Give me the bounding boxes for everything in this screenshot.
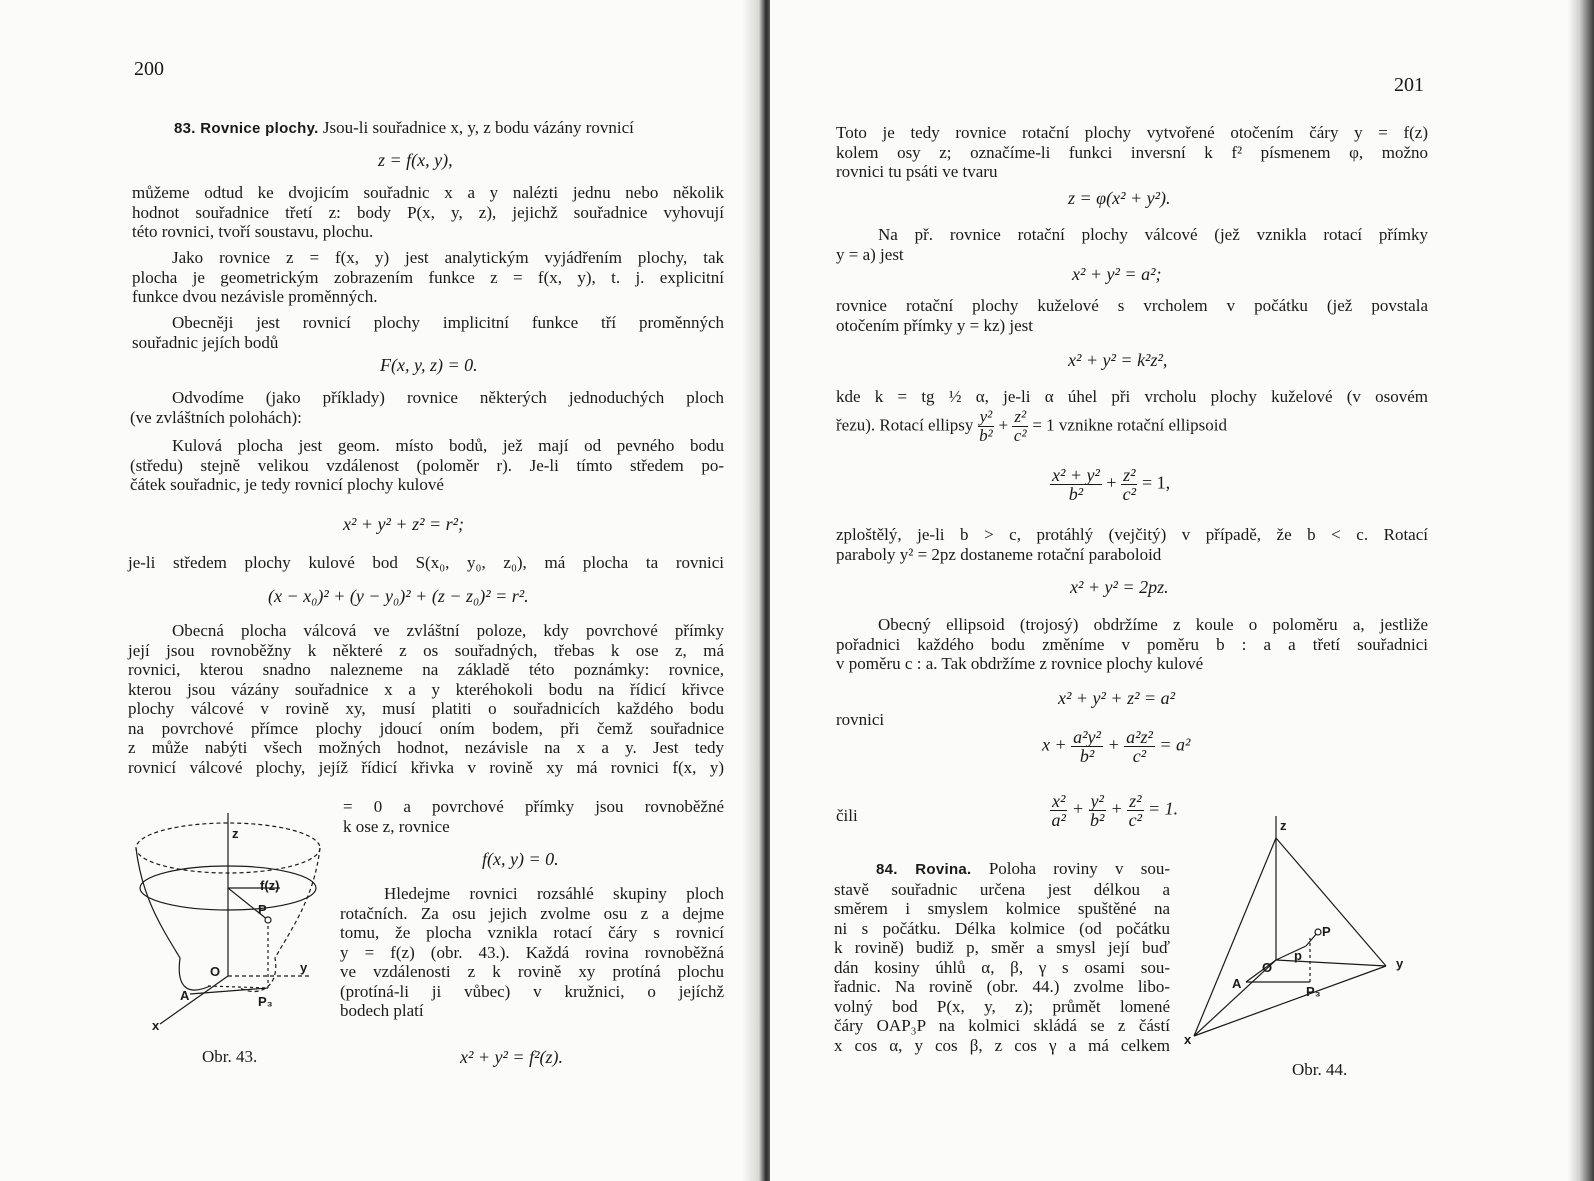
paragraph xyxy=(128,621,724,777)
text-line: ve vzdálenosti z k rovině xy protíná plochu xyxy=(340,962,724,981)
text-line: Obecněji jest rovnicí plochy implicitní funkce tří proměnných xyxy=(172,313,724,332)
section-heading: 84. Rovina. xyxy=(876,861,972,878)
text-line: Poloha roviny v sou- xyxy=(988,859,1171,878)
denominator: b² xyxy=(1079,746,1095,766)
text-line: y = a) jest xyxy=(836,244,904,264)
text-line: Jako rovnice z = f(x, y) jest analytickým vyjádřením plochy, tak xyxy=(172,248,724,267)
text-line: je-li středem plochy kulové bod S(x₀, y₀, z₀), má plocha ta rovnici xyxy=(128,553,724,572)
equation: x² + y² = a²; xyxy=(1072,264,1162,284)
text-line: plochy válcové v rovině xy, musí platiti o souřadnicích každého bodu xyxy=(128,699,724,718)
equation: x² + y² = k²z², xyxy=(1068,350,1168,370)
figure-label: P₃ xyxy=(258,994,273,1009)
text-line: hodnot souřadnice třetí z: body P(x, y, z), jejichž souřadnice vyhovují xyxy=(132,202,724,222)
text-line: k ose z, rovnice xyxy=(343,816,450,836)
figure-label: P₃ xyxy=(1306,984,1321,999)
figure-label: A xyxy=(1232,976,1242,991)
equation: x² + y² = f²(z). xyxy=(460,1047,563,1067)
text-line: volný bod P(x, y, z); průmět lomené xyxy=(834,996,1170,1016)
text-fragment: = 1, xyxy=(1141,472,1171,493)
equation: f(x, y) = 0. xyxy=(482,849,559,869)
text-line: čátek souřadnic, je tedy rovnicí plochy kulové xyxy=(130,475,444,494)
text-line: Kulová plocha jest geom. místo bodů, jež mají od pevného bodu xyxy=(172,436,724,455)
text-line: Jsou-li souřadnice x, y, z bodu vázány rovnicí xyxy=(322,118,634,137)
figure-label: p xyxy=(1294,948,1302,963)
text-line: v poměru c : a. Tak obdržíme z rovnice plochy kulové xyxy=(836,654,1204,673)
text-line: rotačních. Za osu jejich zvolme osu z a dejme xyxy=(340,903,724,923)
text-line: funkce dvou nezávisle proměnných. xyxy=(132,287,378,306)
text-line: této rovnici, tvoří soustavu, plochu. xyxy=(132,222,374,241)
denominator: c² xyxy=(1132,746,1147,766)
paragraph xyxy=(836,296,1428,335)
text-line: pořadnici každého bodu změníme v poměru b : a a třetí souřadnici xyxy=(836,634,1428,654)
numerator: z² xyxy=(1129,791,1142,811)
fraction xyxy=(1050,466,1102,503)
text-line: stavě souřadnic určena jest délkou a xyxy=(834,879,1170,899)
figure-label: O xyxy=(1262,960,1273,975)
figure-label: P xyxy=(258,902,267,917)
text-line: Na př. rovnice rotační plochy válcové (jež vznikla rotací přímky xyxy=(878,225,1428,244)
equation: (x − x₀)² + (y − y₀)² + (z − z₀)² = r². xyxy=(268,586,529,606)
numerator: x² + y² xyxy=(1052,465,1100,485)
paragraph xyxy=(128,553,724,573)
text-line: její jsou rovnoběžny k některé z os souřadných, třebas k ose z, má xyxy=(128,640,724,660)
fraction xyxy=(1050,792,1067,829)
text-line: (ve zvláštních polohách): xyxy=(130,407,302,427)
numerator: a²y² xyxy=(1073,727,1101,747)
equation: z = f(x, y), xyxy=(378,150,453,170)
text-line: můžeme odtud ke dvojicím souřadnic x a y nalézti jednu nebo několik xyxy=(132,183,724,202)
fraction xyxy=(1089,792,1106,829)
fraction xyxy=(1012,408,1028,445)
text-line: rovnice rotační plochy kuželové s vrcholem v počátku (jež povstala xyxy=(836,296,1428,315)
text-fragment: = 1. xyxy=(1148,798,1179,819)
text-line: k rovině) budiž p, směr a smysl její buď xyxy=(834,938,1170,957)
equation: F(x, y, z) = 0. xyxy=(380,355,478,375)
page-number: 201 xyxy=(1394,74,1424,96)
text-line: (protíná-li ji vůbec) v kružnici, o jejíchž xyxy=(340,981,724,1001)
figure-label: f(z) xyxy=(260,878,280,893)
figure-label: P xyxy=(1322,924,1331,939)
figure-label: O xyxy=(210,964,221,979)
text-line: dán kosiny úhlů α, β, γ s osami sou- xyxy=(834,957,1170,977)
numerator: x² xyxy=(1052,791,1066,811)
figure-label: z xyxy=(1280,818,1287,833)
equation: z = φ(x² + y²). xyxy=(1068,188,1171,208)
ellipse-rotation-line: řezu). Rotací ellipsy $\frac{\text{y²}}{\text{b²}}$ + $\frac{\text{z²}}{\text{c²}}$ = 1 vznikne rotační ellipsoid xyxy=(836,407,1227,445)
paragraph xyxy=(340,884,724,1021)
text-line: čáry OAP₃P na kolmici skládá se z částí xyxy=(834,1016,1170,1035)
numerator: y² xyxy=(1090,791,1104,811)
fraction xyxy=(1071,728,1103,765)
text-line: řadnic. Na rovině (obr. 44.) zvolme libo- xyxy=(834,977,1170,996)
figure-caption: Obr. 43. xyxy=(202,1047,258,1066)
denominator: a² xyxy=(1051,810,1066,830)
fraction xyxy=(1124,728,1155,765)
figure-caption: Obr. 44. xyxy=(1292,1060,1348,1079)
fraction xyxy=(978,408,995,445)
paragraph xyxy=(836,387,1428,407)
section-84-paragraph xyxy=(834,859,1170,1055)
text-line: rovnici, kterou snadno nalezneme na základě této poznámky: rovnice, xyxy=(128,660,724,679)
section-83-intro xyxy=(134,118,724,139)
paragraph xyxy=(132,183,724,242)
numerator: z² xyxy=(1123,465,1136,485)
text-line: směrem i smyslem kolmice spuštěné na xyxy=(834,899,1170,918)
text-line: ni s počátku. Délka kolmice (od počátku xyxy=(834,918,1170,938)
word-cili: čili xyxy=(836,806,858,825)
numerator: z² xyxy=(1014,407,1027,426)
numerator: y² xyxy=(979,407,993,426)
figure-label: z xyxy=(232,826,239,841)
right-page xyxy=(770,0,1594,1181)
text-fragment: = 1 vznikne rotační ellipsoid xyxy=(1032,415,1227,435)
paragraph xyxy=(132,248,724,307)
word-rovnici: rovnici xyxy=(836,710,885,729)
text-line: rovnici tu psáti ve tvaru xyxy=(836,162,998,181)
denominator: c² xyxy=(1128,810,1142,830)
text-line: kterou jsou vázány souřadnice x a y kteréhokoli bodu na řídicí křivce xyxy=(128,679,724,699)
paragraph xyxy=(836,525,1428,564)
paragraph xyxy=(343,797,724,836)
denominator: b² xyxy=(979,426,993,445)
text-line: (středu) stejně velikou vzdálenost (poloměr r). Je-li tímto středem po- xyxy=(130,455,724,475)
figure-label: x xyxy=(1184,1032,1192,1047)
denominator: c² xyxy=(1013,426,1027,445)
page-edge-shadow xyxy=(1568,0,1594,1181)
text-line: x cos α, y cos β, z cos γ a má celkem xyxy=(834,1035,1170,1055)
denominator: b² xyxy=(1068,484,1084,504)
text-line: Odvodíme (jako příklady) rovnice některých jednoduchých ploch xyxy=(172,388,724,407)
equation-scaled: x + $\frac{\text{a²y²}}{\text{b²}}$ + $\frac{\text{a²z²}}{\text{c²}}$ = a² xyxy=(1042,727,1191,766)
section-heading: 83. Rovnice plochy. xyxy=(174,120,319,137)
figure-label: y xyxy=(300,960,308,975)
denominator: b² xyxy=(1090,810,1105,830)
paragraph xyxy=(130,436,724,495)
text-fragment: x + xyxy=(1042,734,1067,755)
text-line: souřadnic jejích bodů xyxy=(132,332,279,352)
page-number: 200 xyxy=(134,58,164,80)
equation: x² + y² = 2pz. xyxy=(1070,577,1169,597)
text-line: bodech platí xyxy=(340,1001,424,1020)
denominator: c² xyxy=(1122,484,1136,504)
equation: x² + y² + z² = a² xyxy=(1058,688,1176,708)
text-line: tomu, že plocha vznikla rotací čáry s rovnicí xyxy=(340,923,724,942)
text-line: = 0 a povrchové přímky jsou rovnoběžné xyxy=(343,797,724,816)
equation-ellipsoid-normal: $\frac{\text{x²}}{\text{a²}}$ + $\frac{\text{y²}}{\text{b²}}$ + $\frac{\text{z²}}{\text{c²}}$ = 1. xyxy=(1051,791,1179,830)
text-line: z může nabýti všech možných hodnot, nezávisle na x a y. Jest tedy xyxy=(128,738,724,757)
text-line: kde k = tg ½ α, je-li α úhel při vrcholu plochy kuželové (v osovém xyxy=(836,387,1428,406)
paragraph xyxy=(132,313,724,352)
text-line: Toto je tedy rovnice rotační plochy vytvořené otočením čáry y = f(z) xyxy=(836,123,1428,142)
text-line: kolem osy z; označíme-li funkci inversní k f² písmenem φ, možno xyxy=(836,142,1428,162)
figure-label: x xyxy=(152,1018,160,1033)
text-line: paraboly y² = 2pz dostaneme rotační paraboloid xyxy=(836,544,1162,564)
equation: x² + y² + z² = r²; xyxy=(343,514,465,534)
numerator: a²z² xyxy=(1126,727,1153,747)
figure-44-plane xyxy=(1180,810,1420,1060)
figure-43-rotation-surface xyxy=(120,808,340,1040)
paragraph xyxy=(836,225,1428,264)
figure-label: y xyxy=(1396,956,1404,971)
text-fragment: řezu). Rotací ellipsy xyxy=(836,415,974,435)
text-line: rovnicí válcové plochy, jejíž řídicí křivka v rovině xy má rovnici f(x, y) xyxy=(128,757,724,777)
figure-label: A xyxy=(180,988,190,1003)
text-line: na povrchové přímce plochy jdoucí oním bodem, při čemž souřadnice xyxy=(128,718,724,738)
text-line: Obecná plocha válcová ve zvláštní poloze, kdy povrchové přímky xyxy=(172,621,724,640)
text-line: plocha je geometrickým zobrazením funkce z = f(x, y), t. j. explicitní xyxy=(132,267,724,287)
text-line: Hledejme rovnici rozsáhlé skupiny ploch xyxy=(384,884,724,903)
paragraph xyxy=(836,123,1428,182)
paragraph xyxy=(130,388,724,427)
equation-ellipsoid: $\frac{\text{x² + y²}}{\text{b²}}$ + $\frac{\text{z²}}{\text{c²}}$ = 1, xyxy=(1052,465,1171,504)
text-line: y = f(z) (obr. 43.). Každá rovina rovnoběžná xyxy=(340,942,724,962)
paragraph xyxy=(836,615,1428,674)
text-fragment: = a² xyxy=(1159,734,1191,755)
text-line: zploštělý, je-li b > c, protáhlý (vejčitý) v případě, že b < c. Rotací xyxy=(836,525,1428,544)
fraction xyxy=(1127,792,1143,829)
text-line: Obecný ellipsoid (trojosý) obdržíme z koule o poloměru a, jestliže xyxy=(878,615,1428,634)
left-page xyxy=(0,0,770,1181)
text-line: otočením přímky y = kz) jest xyxy=(836,315,1034,335)
fraction xyxy=(1121,466,1137,503)
